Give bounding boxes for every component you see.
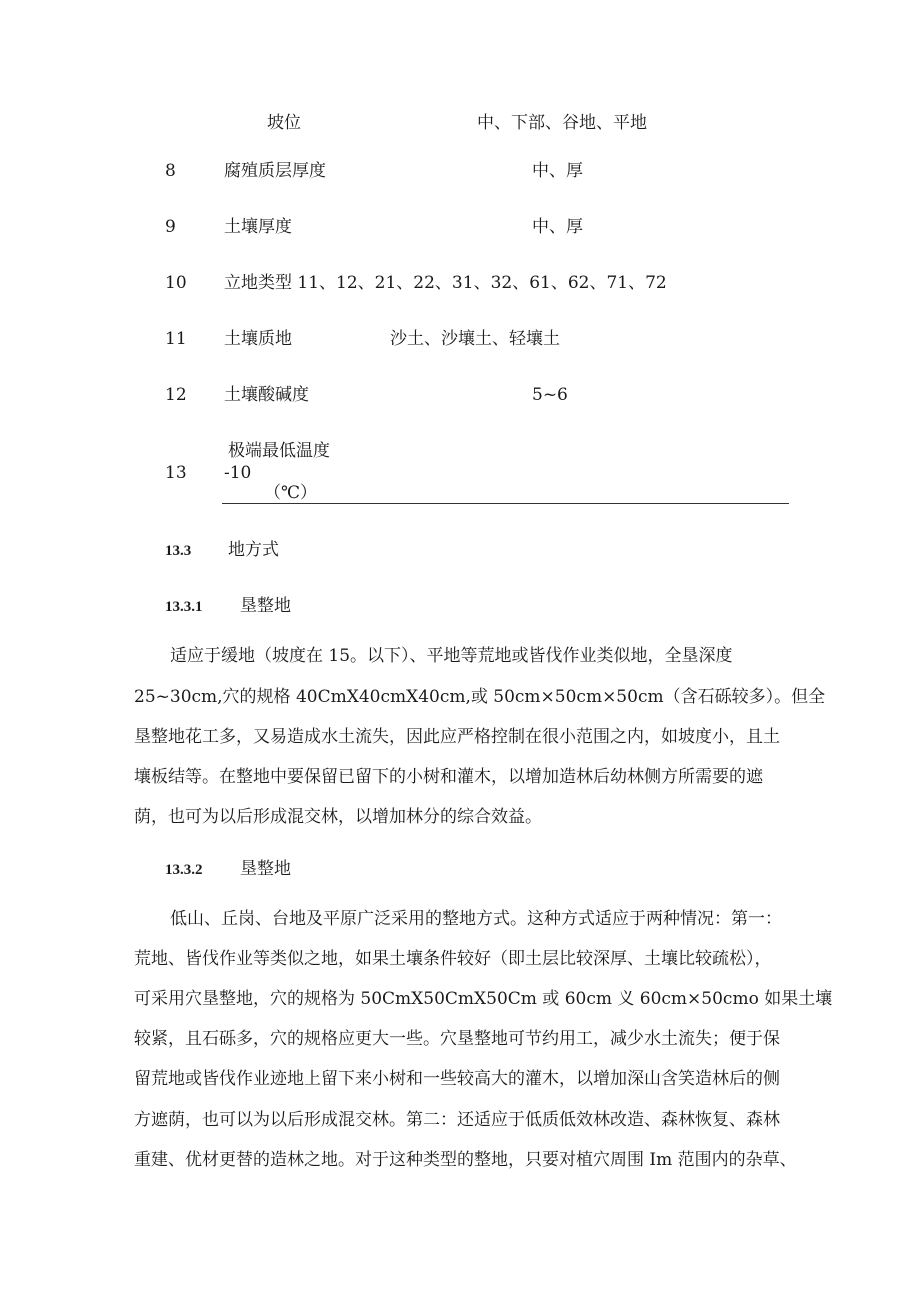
row-13-unit: （℃）: [264, 483, 318, 503]
paragraph-2-line-7: 重建、优材更替的造林之地。对于这种类型的整地，只要对植穴周围 Im 范围内的杂草、: [134, 1150, 797, 1170]
row-10-number: 10: [165, 273, 187, 293]
paragraph-2-line-1: 低山、丘岗、台地及平原广泛采用的整地方式。这种方式适应于两种情况：第一：: [170, 909, 782, 929]
paragraph-2-line-5: 留荒地或皆伐作业迹地上留下来小树和一些较高大的灌木，以增加深山含笑造林后的侧: [134, 1069, 780, 1089]
section-13-3-1-number: 13.3.1: [165, 599, 203, 615]
paragraph-1-line-2: 25~30cm,穴的规格 40CmX40cmX40cm,或 50cm×50cm×50cm（含石砾较多）。但全: [134, 687, 826, 707]
row-9-label: 土壤厚度: [224, 217, 292, 237]
paragraph-1-line-4: 壤板结等。在整地中要保留已留下的小树和灌木，以增加造林后幼林侧方所需要的遮: [134, 767, 763, 787]
row-slope-value: 中、下部、谷地、平地: [477, 113, 647, 133]
row-9-value: 中、厚: [532, 217, 583, 237]
section-13-3-1-title: 垦整地: [240, 596, 291, 616]
row-8-number: 8: [165, 161, 176, 181]
section-13-3-number: 13.3: [165, 543, 192, 559]
row-8-value: 中、厚: [532, 161, 583, 181]
section-13-3-2-number: 13.3.2: [165, 862, 203, 878]
paragraph-1-line-3: 垦整地花工多，又易造成水土流失，因此应严格控制在很小范围之内，如坡度小，且土: [134, 727, 780, 747]
section-13-3-2-title: 垦整地: [240, 859, 291, 879]
row-8-label: 腐殖质层厚度: [224, 161, 326, 181]
row-10-text: 立地类型 11、12、21、22、31、32、61、62、71、72: [224, 273, 667, 293]
paragraph-2-line-6: 方遮荫，也可以为以后形成混交林。第二：还适应于低质低效林改造、森林恢复、森林: [134, 1110, 780, 1130]
row-12-label: 土壤酸碱度: [224, 385, 309, 405]
paragraph-2-line-3: 可采用穴垦整地，穴的规格为 50CmX50CmX50Cm 或 60cm 义 60cm×50cmo 如果土壤: [134, 989, 833, 1009]
paragraph-1-line-1: 适应于缓地（坡度在 15。以下）、平地等荒地或皆伐作业类似地，全垦深度: [170, 646, 733, 666]
row-13-number: 13: [165, 463, 187, 483]
section-13-3-title: 地方式: [228, 540, 279, 560]
row-11-label: 土壤质地: [224, 329, 292, 349]
row-13-label: 极端最低温度: [228, 441, 330, 461]
paragraph-2-line-2: 荒地、皆伐作业等类似之地，如果土壤条件较好（即土层比较深厚、土壤比较疏松），: [134, 949, 772, 969]
row-12-value: 5~6: [532, 385, 568, 405]
row-9-number: 9: [165, 217, 176, 237]
row-slope-label: 坡位: [267, 113, 301, 133]
row-13-value: -10: [224, 463, 252, 483]
table-bottom-rule: [222, 503, 789, 504]
paragraph-2-line-4: 较紧，且石砾多，穴的规格应更大一些。穴垦整地可节约用工，减少水土流失；便于保: [134, 1029, 780, 1049]
row-12-number: 12: [165, 385, 187, 405]
row-11-value: 沙土、沙壤土、轻壤土: [390, 329, 560, 349]
row-11-number: 11: [165, 329, 187, 349]
paragraph-1-line-5: 荫，也可为以后形成混交林，以增加林分的综合效益。: [134, 807, 542, 827]
